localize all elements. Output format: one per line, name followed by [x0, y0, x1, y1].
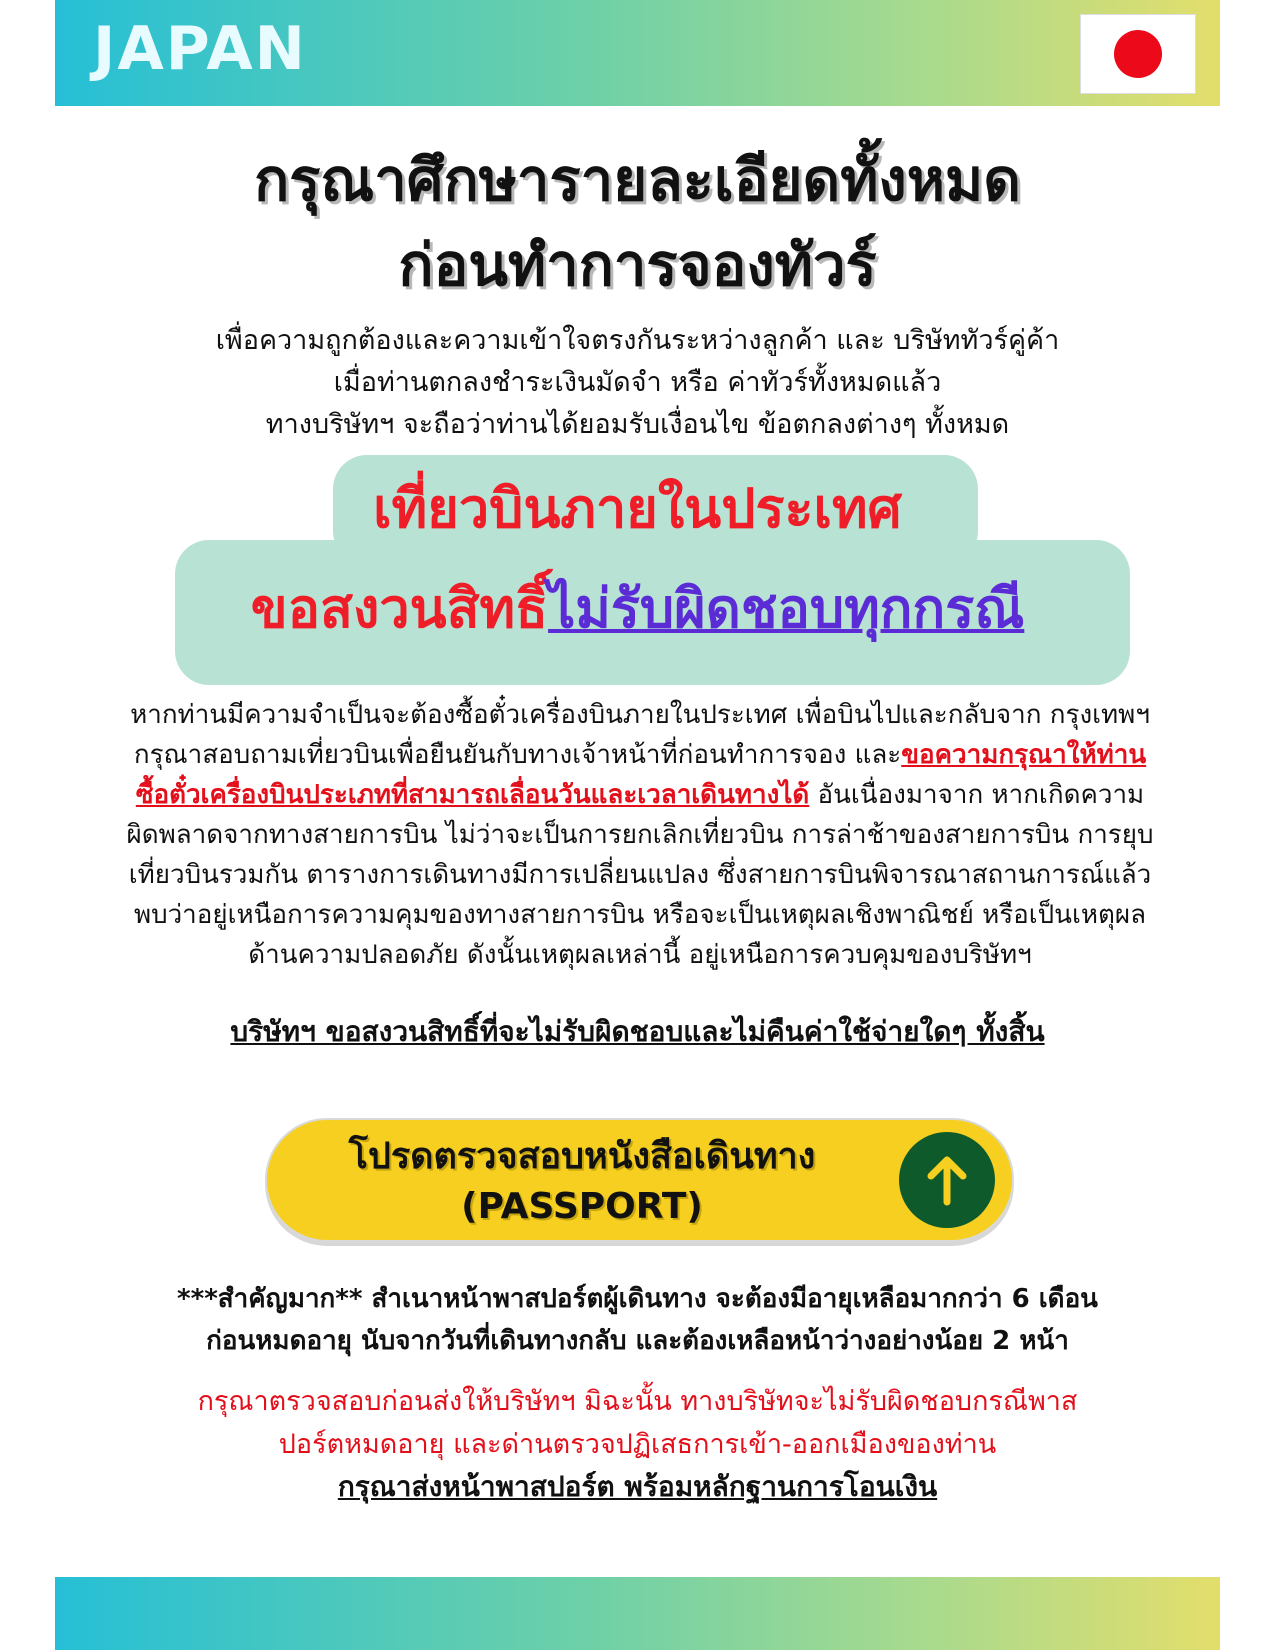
footer-band	[55, 1577, 1220, 1650]
page-title-line-1: กรุณาศึกษารายละเอียดทั้งหมด	[254, 146, 1021, 214]
notice-emphasis: ขอความกรุณาให้ท่านซื้อตั๋วเครื่องบินประเภทที่สามารถเลื่อนวันและเวลาเดินทางได้	[135, 740, 1147, 810]
intro-line-3: ทางบริษัทฯ จะถือว่าท่านได้ยอมรับเงื่อนไข ข้อตกลงต่างๆ ทั้งหมด	[265, 409, 1010, 440]
flag-red-circle	[1114, 30, 1162, 78]
highlight-line-1: เที่ยวบินภายในประเทศ	[373, 477, 902, 540]
passport-label-line-2: (PASSPORT)	[461, 1186, 703, 1227]
passport-check-button[interactable]	[265, 1118, 1014, 1242]
arrow-up-icon[interactable]	[899, 1132, 995, 1228]
intro-line-1: เพื่อความถูกต้องและความเข้าใจตรงกันระหว่างลูกค้า และ บริษัททัวร์คู่ค้า	[215, 325, 1060, 356]
important-line-2: ก่อนหมดอายุ นับจากวันที่เดินทางกลับ และต้องเหลือหน้าว่างอย่างน้อย 2 หน้า	[206, 1326, 1069, 1356]
header-band	[55, 0, 1220, 106]
header-title: JAPAN	[93, 14, 307, 84]
warning-note	[100, 1380, 1175, 1466]
intro-line-2: เมื่อท่านตกลงชำระเงินมัดจำ หรือ ค่าทัวร์ทั้งหมดแล้ว	[333, 367, 942, 398]
highlight-line-2	[0, 570, 1275, 648]
highlight-reserve-rights: ขอสงวนสิทธิ์	[250, 577, 549, 640]
important-line-1: ***สำคัญมาก** สำเนาหน้าพาสปอร์ตผู้เดินทาง จะต้องมีอายุเหลือมากกว่า 6 เดือน	[177, 1284, 1098, 1314]
arrow-up-glyph	[923, 1152, 971, 1208]
japan-flag-icon	[1080, 14, 1196, 94]
page-title-line-2: ก่อนทำการจองทัวร์	[398, 231, 877, 299]
warning-line-2: ปอร์ตหมดอายุ และด่านตรวจปฏิเสธการเข้า-ออกเมืองของท่าน	[278, 1429, 997, 1460]
warning-line-1: กรุณาตรวจสอบก่อนส่งให้บริษัทฯ มิฉะนั้น ทางบริษัทจะไม่รับผิดชอบกรณีพาส	[197, 1386, 1078, 1417]
passport-check-label	[297, 1132, 867, 1232]
notice-part-2: อันเนื่องมาจาก หากเกิดความผิดพลาดจากทางสายการบิน ไม่ว่าจะเป็นการยกเลิกเที่ยวบิน การล่าช้าของสายการบิน การยุบเที่ยวบินรวมกัน ตารางการเดินทางมีการเปลี่ยนแปลง ซึ่งสายการบินพิจารณาสถานการณ์แล้วพบว่าอยู่เหนือการความคุมของทางสายการบิน หรือจะเป็นเหตุผลเชิงพาณิชย์ หรือเป็นเหตุผลด้านความปลอดภัย ดังนั้นเหตุผลเหล่านี้ อยู่เหนือการควบคุมของบริษัทฯ	[126, 780, 1154, 970]
notice-part-1: หากท่านมีความจำเป็นจะต้องซื้อตั๋วเครื่องบินภายในประเทศ เพื่อบินไปและกลับจาก กรุงเทพฯ กรุณาสอบถามเที่ยวบินเพื่อยืนยันกับทางเจ้าหน้าที่ก่อนทำการจอง และ	[130, 700, 1150, 770]
domestic-flight-notice	[120, 695, 1160, 975]
send-passport-line: กรุณาส่งหน้าพาสปอร์ต พร้อมหลักฐานการโอนเงิน	[337, 1470, 938, 1503]
passport-label-line-1: โปรดตรวจสอบหนังสือเดินทาง	[348, 1136, 816, 1177]
disclaimer-line: บริษัทฯ ขอสงวนสิทธิ์ที่จะไม่รับผิดชอบและไม่คืนค่าใช้จ่ายใดๆ ทั้งสิ้น	[230, 1015, 1045, 1048]
highlight-no-responsibility: ไม่รับผิดชอบทุกกรณี	[548, 577, 1025, 640]
important-passport-note	[100, 1278, 1175, 1362]
